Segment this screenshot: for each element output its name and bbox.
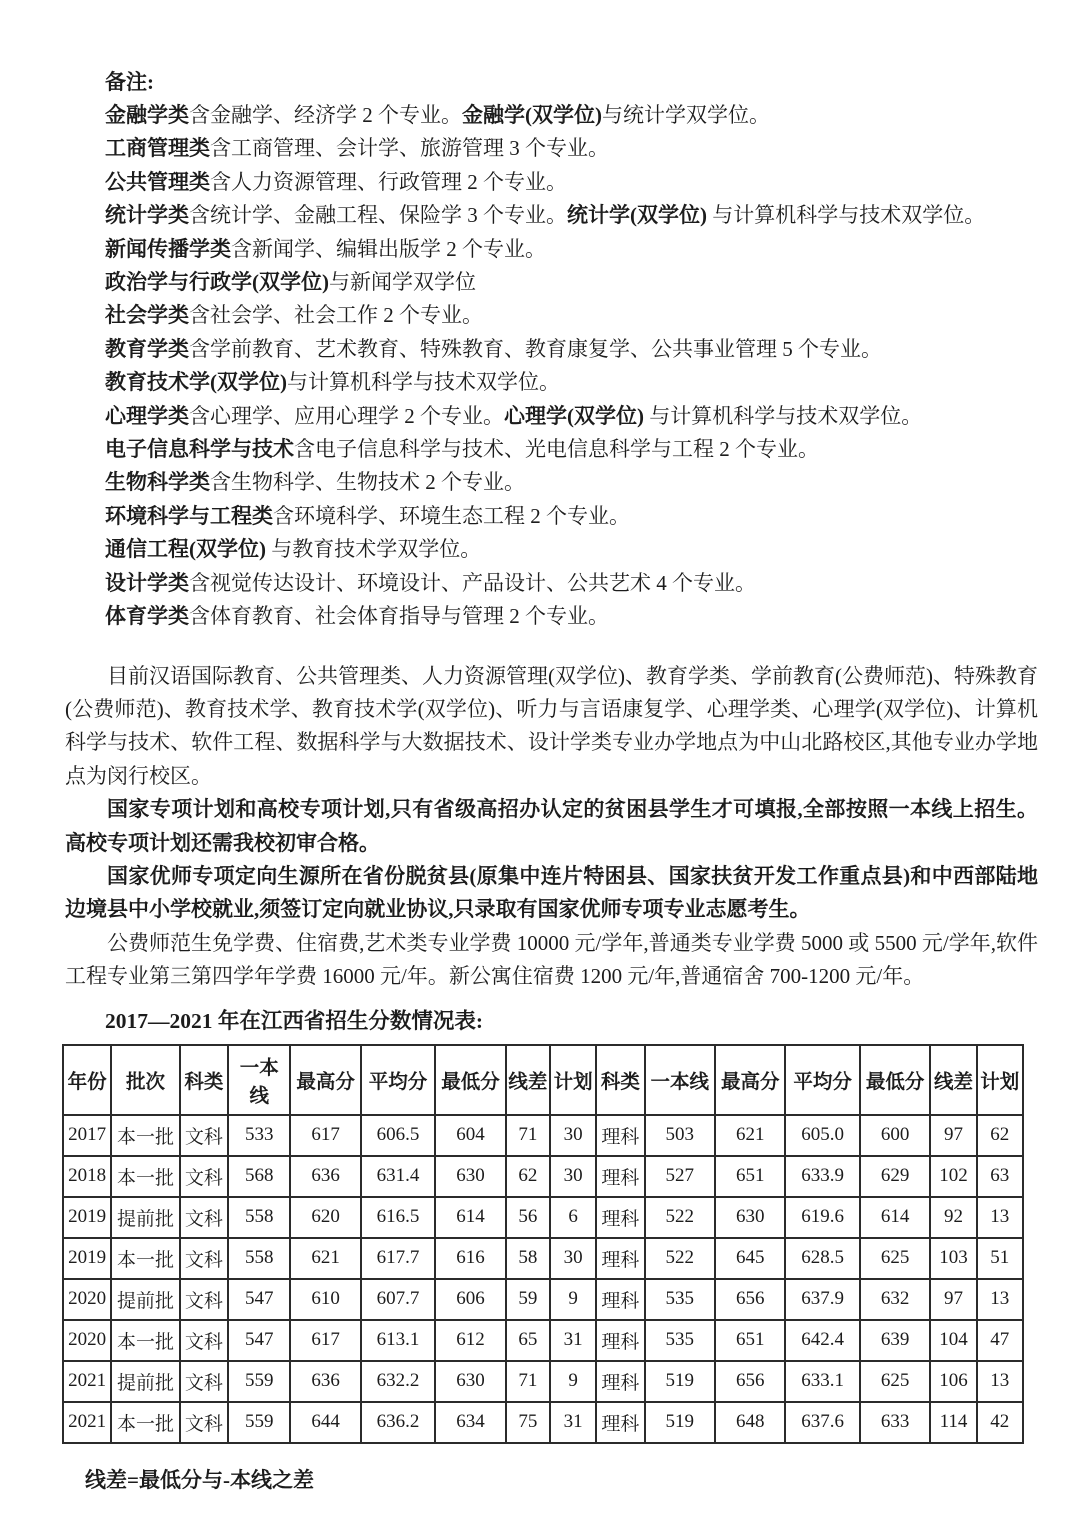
table-cell: 633.9	[785, 1156, 859, 1197]
table-cell: 621	[715, 1115, 785, 1156]
note-term: 教育技术学(双学位)	[105, 370, 287, 395]
table-cell: 9	[550, 1279, 596, 1320]
table-cell: 31	[550, 1320, 596, 1361]
note-term: 金融学(双学位)	[462, 103, 602, 127]
table-cell: 56	[506, 1197, 550, 1238]
table-cell: 522	[645, 1238, 715, 1279]
note-line	[105, 466, 1038, 499]
table-cell: 612	[435, 1320, 505, 1361]
table-header-cell: 年份	[63, 1045, 111, 1115]
note-term: 新闻传播学类	[105, 236, 231, 261]
note-description: 含学前教育、艺术教育、特殊教育、教育康复学、公共事业管理 5 个专业。	[189, 336, 882, 361]
table-cell: 13	[977, 1361, 1023, 1402]
note-line	[105, 500, 1038, 533]
table-cell: 535	[645, 1320, 715, 1361]
table-row	[63, 1361, 1023, 1402]
note-line	[105, 567, 1038, 600]
table-cell: 63	[977, 1156, 1023, 1197]
note-line	[105, 99, 1038, 132]
table-row	[63, 1279, 1023, 1320]
table-cell: 644	[290, 1402, 360, 1443]
note-line	[105, 366, 1038, 399]
document-paragraph: 国家优师专项定向生源所在省份脱贫县(原集中连片特困县、国家扶贫开发工作重点县)和中西部陆地边境县中小学校就业,须签订定向就业协议,只录取有国家优师专项专业志愿考生。	[65, 863, 1038, 922]
table-cell: 51	[977, 1238, 1023, 1279]
table-cell: 47	[977, 1320, 1023, 1361]
table-cell: 文科	[180, 1197, 228, 1238]
table-cell: 559	[228, 1402, 290, 1443]
table-cell: 文科	[180, 1402, 228, 1443]
table-cell: 604	[435, 1115, 505, 1156]
notes-list	[65, 99, 1038, 634]
table-cell: 620	[290, 1197, 360, 1238]
table-cell: 2018	[63, 1156, 111, 1197]
table-cell: 2020	[63, 1279, 111, 1320]
note-description: 含新闻学、编辑出版学 2 个专业。	[231, 236, 546, 261]
note-line	[105, 533, 1038, 566]
table-cell: 617.7	[361, 1238, 435, 1279]
table-cell: 625	[860, 1238, 930, 1279]
table-cell: 文科	[180, 1279, 228, 1320]
table-cell: 2021	[63, 1402, 111, 1443]
table-cell: 547	[228, 1320, 290, 1361]
table-cell: 42	[977, 1402, 1023, 1443]
table-cell: 97	[930, 1115, 976, 1156]
table-cell: 600	[860, 1115, 930, 1156]
table-cell: 614	[860, 1197, 930, 1238]
table-cell: 31	[550, 1402, 596, 1443]
table-cell: 642.4	[785, 1320, 859, 1361]
table-cell: 提前批	[111, 1361, 179, 1402]
table-cell: 13	[977, 1279, 1023, 1320]
table-cell: 本一批	[111, 1402, 179, 1443]
table-cell: 632	[860, 1279, 930, 1320]
table-cell: 104	[930, 1320, 976, 1361]
table-row	[63, 1115, 1023, 1156]
table-header-cell: 最高分	[715, 1045, 785, 1115]
table-cell: 634	[435, 1402, 505, 1443]
table-cell: 提前批	[111, 1197, 179, 1238]
table-cell: 文科	[180, 1156, 228, 1197]
table-cell: 610	[290, 1279, 360, 1320]
table-header-cell: 一本线	[228, 1045, 290, 1115]
note-line	[105, 132, 1038, 165]
table-cell: 636	[290, 1156, 360, 1197]
table-cell: 614	[435, 1197, 505, 1238]
table-cell: 630	[435, 1361, 505, 1402]
table-cell: 62	[977, 1115, 1023, 1156]
table-row	[63, 1197, 1023, 1238]
table-header-cell: 一本线	[645, 1045, 715, 1115]
note-description: 与教育技术学双学位。	[266, 537, 482, 562]
note-description: 含社会学、社会工作 2 个专业。	[189, 303, 483, 328]
table-cell: 本一批	[111, 1238, 179, 1279]
note-line	[105, 600, 1038, 633]
note-description: 含金融学、经济学 2 个专业。	[189, 103, 462, 127]
table-cell: 651	[715, 1156, 785, 1197]
note-term: 公共管理类	[105, 169, 210, 194]
document-paragraph: 国家专项计划和高校专项计划,只有省级高招办认定的贫困县学生才可填报,全部按照一本线上招生。高校专项计划还需我校初审合格。	[65, 797, 1038, 855]
table-cell: 606.5	[361, 1115, 435, 1156]
table-cell: 628.5	[785, 1238, 859, 1279]
table-footnote: 线差=最低分与-本线之差	[85, 1467, 314, 1492]
table-cell: 625	[860, 1361, 930, 1402]
note-term: 生物科学类	[105, 470, 210, 495]
note-line	[105, 199, 1038, 232]
table-cell: 547	[228, 1279, 290, 1320]
table-title: 2017—2021 年在江西省招生分数情况表:	[105, 1008, 484, 1033]
table-cell: 519	[645, 1402, 715, 1443]
table-cell: 533	[228, 1115, 290, 1156]
table-cell: 理科	[596, 1320, 644, 1361]
table-cell: 630	[715, 1197, 785, 1238]
table-cell: 558	[228, 1238, 290, 1279]
table-cell: 503	[645, 1115, 715, 1156]
table-header-cell: 科类	[596, 1045, 644, 1115]
table-cell: 6	[550, 1197, 596, 1238]
table-cell: 本一批	[111, 1156, 179, 1197]
table-cell: 理科	[596, 1361, 644, 1402]
table-header-cell: 最低分	[860, 1045, 930, 1115]
note-term: 教育学类	[105, 336, 189, 361]
table-cell: 本一批	[111, 1115, 179, 1156]
table-cell: 617	[290, 1320, 360, 1361]
table-header-cell: 线差	[930, 1045, 976, 1115]
table-cell: 645	[715, 1238, 785, 1279]
table-cell: 文科	[180, 1320, 228, 1361]
note-description: 与统计学双学位。	[602, 103, 770, 127]
table-cell: 656	[715, 1361, 785, 1402]
table-cell: 59	[506, 1279, 550, 1320]
table-cell: 535	[645, 1279, 715, 1320]
admission-score-table	[62, 1044, 1024, 1444]
table-cell: 558	[228, 1197, 290, 1238]
table-cell: 522	[645, 1197, 715, 1238]
table-cell: 639	[860, 1320, 930, 1361]
table-row	[63, 1320, 1023, 1361]
note-term: 心理学(双学位)	[504, 403, 644, 428]
table-cell: 633.1	[785, 1361, 859, 1402]
table-cell: 103	[930, 1238, 976, 1279]
table-cell: 62	[506, 1156, 550, 1197]
table-cell: 106	[930, 1361, 976, 1402]
table-cell: 616.5	[361, 1197, 435, 1238]
note-description: 含环境科学、环境生态工程 2 个专业。	[273, 503, 630, 528]
note-term: 社会学类	[105, 303, 189, 328]
note-description: 含电子信息科学与技术、光电信息科学与工程 2 个专业。	[294, 437, 819, 462]
table-cell: 文科	[180, 1361, 228, 1402]
table-cell: 文科	[180, 1238, 228, 1279]
table-cell: 519	[645, 1361, 715, 1402]
table-cell: 559	[228, 1361, 290, 1402]
note-line	[105, 333, 1038, 366]
note-description: 含视觉传达设计、环境设计、产品设计、公共艺术 4 个专业。	[189, 570, 756, 595]
table-header-cell: 科类	[180, 1045, 228, 1115]
note-description: 与计算机科学与技术双学位。	[287, 370, 560, 395]
table-cell: 30	[550, 1115, 596, 1156]
table-cell: 619.6	[785, 1197, 859, 1238]
note-line	[105, 400, 1038, 433]
table-header-cell: 平均分	[785, 1045, 859, 1115]
table-cell: 理科	[596, 1238, 644, 1279]
table-header-cell: 计划	[550, 1045, 596, 1115]
table-cell: 606	[435, 1279, 505, 1320]
table-cell: 13	[977, 1197, 1023, 1238]
table-cell: 616	[435, 1238, 505, 1279]
table-cell: 632.2	[361, 1361, 435, 1402]
note-term: 金融学类	[105, 103, 189, 127]
note-term: 统计学(双学位)	[567, 203, 707, 228]
table-cell: 613.1	[361, 1320, 435, 1361]
document-paragraph: 目前汉语国际教育、公共管理类、人力资源管理(双学位)、教育学类、学前教育(公费师范)、特殊教育(公费师范)、教育技术学、教育技术学(双学位)、听力与言语康复学、心理学类、心理学(双学位)、计算机科学与技术、软件工程、数据科学与大数据技术、设计学类专业办学地点为中山北路校区,其他专业办学地点为闵行校区。	[65, 663, 1038, 788]
table-cell: 理科	[596, 1115, 644, 1156]
table-header-row	[63, 1045, 1023, 1115]
table-cell: 71	[506, 1115, 550, 1156]
note-line	[105, 299, 1038, 332]
table-cell: 75	[506, 1402, 550, 1443]
table-cell: 理科	[596, 1156, 644, 1197]
table-cell: 633	[860, 1402, 930, 1443]
table-cell: 636	[290, 1361, 360, 1402]
table-cell: 527	[645, 1156, 715, 1197]
table-cell: 30	[550, 1156, 596, 1197]
table-cell: 617	[290, 1115, 360, 1156]
notes-header: 备注:	[105, 70, 154, 94]
note-term: 设计学类	[105, 570, 189, 595]
note-description: 含工商管理、会计学、旅游管理 3 个专业。	[210, 136, 609, 161]
table-cell: 102	[930, 1156, 976, 1197]
note-description: 与计算机科学与技术双学位。	[707, 203, 986, 228]
note-description: 含生物科学、生物技术 2 个专业。	[210, 470, 525, 495]
note-term: 通信工程(双学位)	[105, 537, 266, 562]
table-cell: 631.4	[361, 1156, 435, 1197]
table-cell: 71	[506, 1361, 550, 1402]
table-cell: 605.0	[785, 1115, 859, 1156]
note-description: 含心理学、应用心理学 2 个专业。	[189, 403, 504, 428]
note-line	[105, 266, 1038, 299]
table-cell: 648	[715, 1402, 785, 1443]
note-description: 与计算机科学与技术双学位。	[644, 403, 923, 428]
note-term: 心理学类	[105, 403, 189, 428]
table-cell: 651	[715, 1320, 785, 1361]
note-line	[105, 233, 1038, 266]
table-cell: 114	[930, 1402, 976, 1443]
table-cell: 30	[550, 1238, 596, 1279]
table-cell: 621	[290, 1238, 360, 1279]
table-cell: 2021	[63, 1361, 111, 1402]
note-description: 与新闻学双学位	[329, 270, 476, 295]
table-header-cell: 最低分	[435, 1045, 505, 1115]
table-cell: 提前批	[111, 1279, 179, 1320]
note-term: 统计学类	[105, 203, 189, 228]
table-cell: 文科	[180, 1115, 228, 1156]
table-cell: 理科	[596, 1197, 644, 1238]
table-cell: 理科	[596, 1402, 644, 1443]
table-header-cell: 平均分	[361, 1045, 435, 1115]
note-line	[105, 433, 1038, 466]
note-term: 电子信息科学与技术	[105, 437, 294, 462]
note-term: 体育学类	[105, 604, 189, 629]
table-cell: 58	[506, 1238, 550, 1279]
table-header-cell: 计划	[977, 1045, 1023, 1115]
table-cell: 637.6	[785, 1402, 859, 1443]
table-cell: 9	[550, 1361, 596, 1402]
note-description: 含统计学、金融工程、保险学 3 个专业。	[189, 203, 567, 228]
table-cell: 2020	[63, 1320, 111, 1361]
table-cell: 2017	[63, 1115, 111, 1156]
note-line	[105, 166, 1038, 199]
note-term: 政治学与行政学(双学位)	[105, 270, 329, 295]
table-cell: 630	[435, 1156, 505, 1197]
table-row	[63, 1402, 1023, 1443]
table-cell: 637.9	[785, 1279, 859, 1320]
paragraphs-block	[65, 660, 1038, 994]
table-header-cell: 最高分	[290, 1045, 360, 1115]
table-cell: 2019	[63, 1238, 111, 1279]
table-cell: 607.7	[361, 1279, 435, 1320]
table-cell: 568	[228, 1156, 290, 1197]
table-cell: 2019	[63, 1197, 111, 1238]
table-cell: 65	[506, 1320, 550, 1361]
table-header-cell: 批次	[111, 1045, 179, 1115]
table-row	[63, 1156, 1023, 1197]
note-term: 环境科学与工程类	[105, 503, 273, 528]
note-description: 含体育教育、社会体育指导与管理 2 个专业。	[189, 604, 609, 629]
table-cell: 97	[930, 1279, 976, 1320]
table-row	[63, 1238, 1023, 1279]
table-cell: 92	[930, 1197, 976, 1238]
note-description: 含人力资源管理、行政管理 2 个专业。	[210, 169, 567, 194]
table-cell: 629	[860, 1156, 930, 1197]
table-cell: 636.2	[361, 1402, 435, 1443]
table-cell: 理科	[596, 1279, 644, 1320]
document-paragraph: 公费师范生免学费、住宿费,艺术类专业学费 10000 元/学年,普通类专业学费 5000 或 5500 元/学年,软件工程专业第三第四学年学费 16000 元/年。新公寓住宿费 1200 元/年,普通宿舍 700-1200 元/年。	[65, 930, 1038, 989]
table-cell: 本一批	[111, 1320, 179, 1361]
table-cell: 656	[715, 1279, 785, 1320]
note-term: 工商管理类	[105, 136, 210, 161]
table-header-cell: 线差	[506, 1045, 550, 1115]
